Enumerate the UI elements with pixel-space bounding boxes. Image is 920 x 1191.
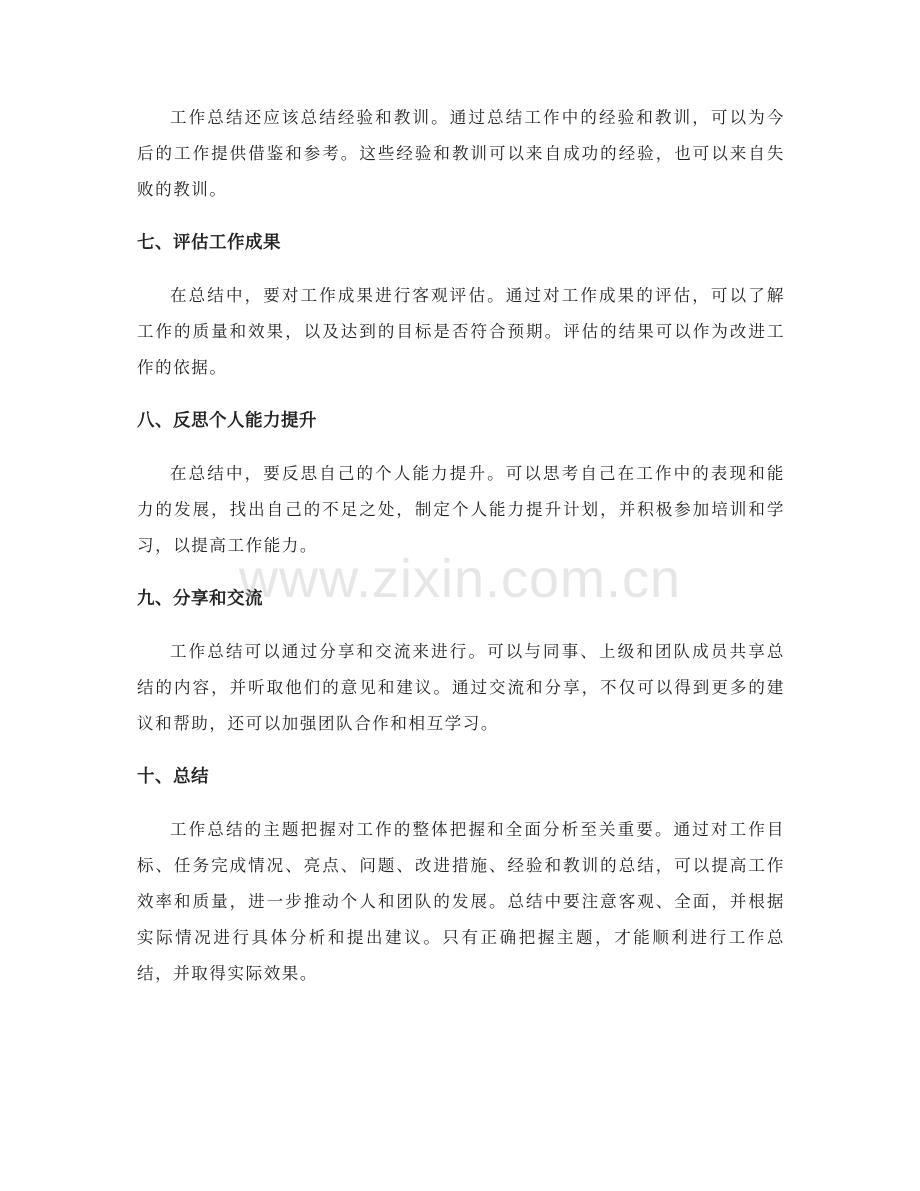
heading-section-7: 七、评估工作成果: [137, 233, 281, 253]
paragraph-section-9: 工作总结可以通过分享和交流来进行。可以与同事、上级和团队成员共享总结的内容，并听取他们的意见和建议。通过交流和分享，不仅可以得到更多的建议和帮助，还可以加强团队合作和相互学习。: [137, 642, 785, 733]
paragraph-section-7: 在总结中，要对工作成果进行客观评估。通过对工作成果的评估，可以了解工作的质量和效果，以及达到的目标是否符合预期。评估的结果可以作为改进工作的依据。: [137, 286, 785, 377]
heading-section-9: 九、分享和交流: [137, 589, 263, 609]
paragraph-section-10: 工作总结的主题把握对工作的整体把握和全面分析至关重要。通过对工作目标、任务完成情况、亮点、问题、改进措施、经验和教训的总结，可以提高工作效率和质量，进一步推动个人和团队的发展。总结中要注意客观、全面，并根据实际情况进行具体分析和提出建议。只有正确把握主题，才能顺利进行工作总结，并取得实际效果。: [137, 820, 785, 983]
paragraph-experience-lessons: 工作总结还应该总结经验和教训。通过总结工作中的经验和教训，可以为今后的工作提供借鉴和参考。这些经验和教训可以来自成功的经验，也可以来自失败的教训。: [137, 108, 785, 199]
heading-section-8: 八、反思个人能力提升: [137, 411, 317, 431]
heading-section-10: 十、总结: [137, 767, 209, 787]
document-body: [137, 100, 785, 992]
watermark: www.zixin.com.cn: [238, 549, 682, 609]
paragraph-section-8: 在总结中，要反思自己的个人能力提升。可以思考自己在工作中的表现和能力的发展，找出自己的不足之处，制定个人能力提升计划，并积极参加培训和学习，以提高工作能力。: [137, 464, 785, 555]
